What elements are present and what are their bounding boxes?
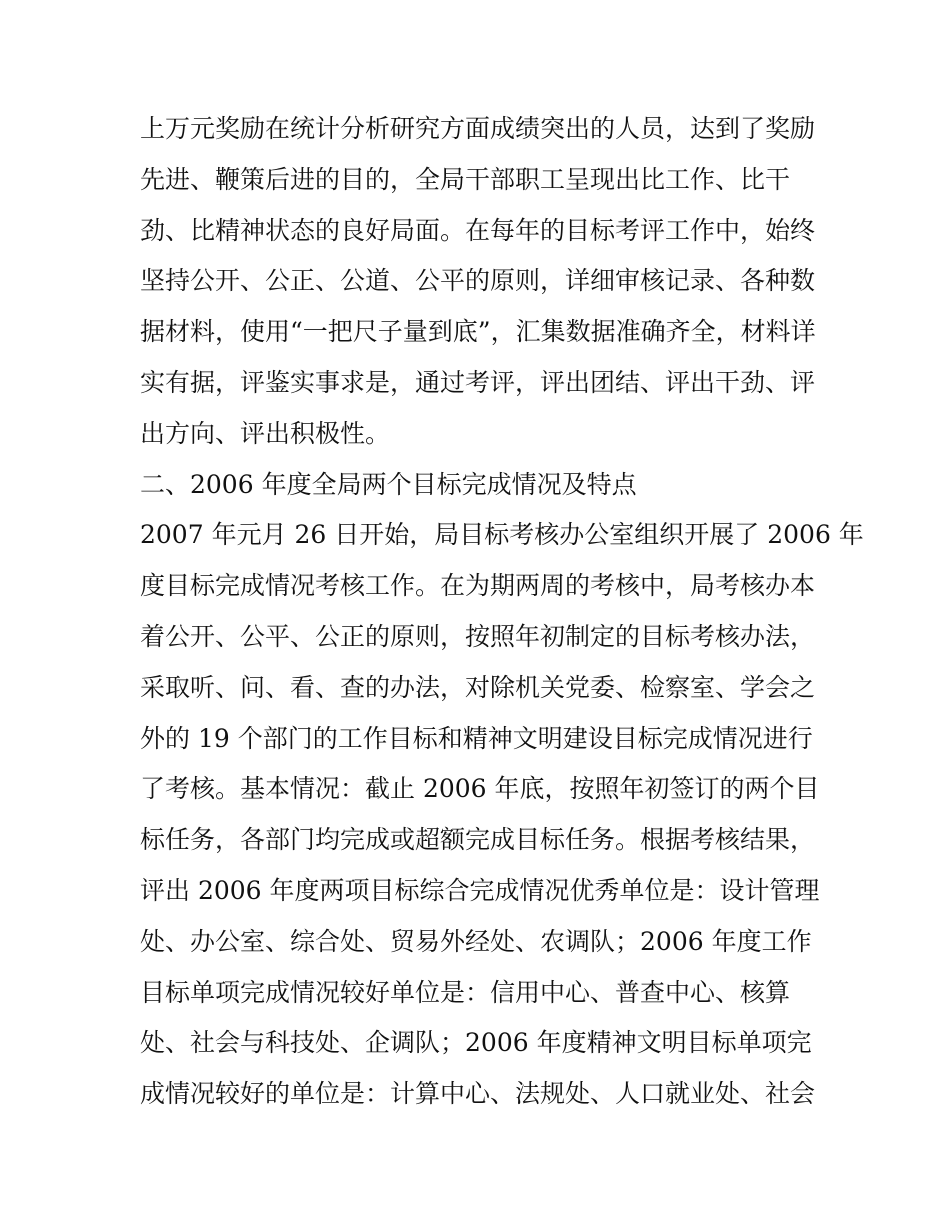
text-line-14: 了考核。基本情况：截止 2006 年底，按照年初签订的两个目 [140,774,820,804]
body-text [140,104,864,1120]
text-line-9: 2007 年元月 26 日开始，局目标考核办公室组织开展了 2006 年 [140,520,864,550]
text-line-5: 据材料，使用“一把尺子量到底”，汇集数据准确齐全，材料详 [140,317,816,347]
text-line-18: 目标单项完成情况较好单位是：信用中心、普查中心、核算 [140,977,791,1007]
text-line-10: 度目标完成情况考核工作。在为期两周的考核中，局考核办本 [140,571,816,601]
text-line-2: 先进、鞭策后进的目的，全局干部职工呈现出比工作、比干 [140,164,791,194]
text-line-13: 外的 19 个部门的工作目标和精神文明建设目标完成情况进行 [140,723,813,753]
text-line-7: 出方向、评出积极性。 [140,418,391,448]
text-line-11: 着公开、公平、公正的原则，按照年初制定的目标考核办法， [140,621,816,651]
text-line-6: 实有据，评鉴实事求是，通过考评，评出团结、评出干劲、评 [140,367,816,397]
text-line-4: 坚持公开、公正、公道、公平的原则，详细审核记录、各种数 [140,266,816,296]
text-line-16: 评出 2006 年度两项目标综合完成情况优秀单位是：设计管理 [140,875,820,905]
section-heading: 二、2006 年度全局两个目标完成情况及特点 [140,469,637,499]
text-line-19: 处、社会与科技处、企调队；2006 年度精神文明目标单项完 [140,1028,812,1058]
text-line-1: 上万元奖励在统计分析研究方面成绩突出的人员，达到了奖励 [140,114,816,143]
text-line-17: 处、办公室、综合处、贸易外经处、农调队；2006 年度工作 [140,926,812,956]
text-line-3: 劲、比精神状态的良好局面。在每年的目标考评工作中，始终 [140,215,816,245]
text-line-15: 标任务，各部门均完成或超额完成目标任务。根据考核结果， [140,825,816,855]
text-line-12: 采取听、问、看、查的办法，对除机关党委、检察室、学会之 [140,672,816,702]
text-line-20: 成情况较好的单位是：计算中心、法规处、人口就业处、社会 [140,1079,816,1109]
